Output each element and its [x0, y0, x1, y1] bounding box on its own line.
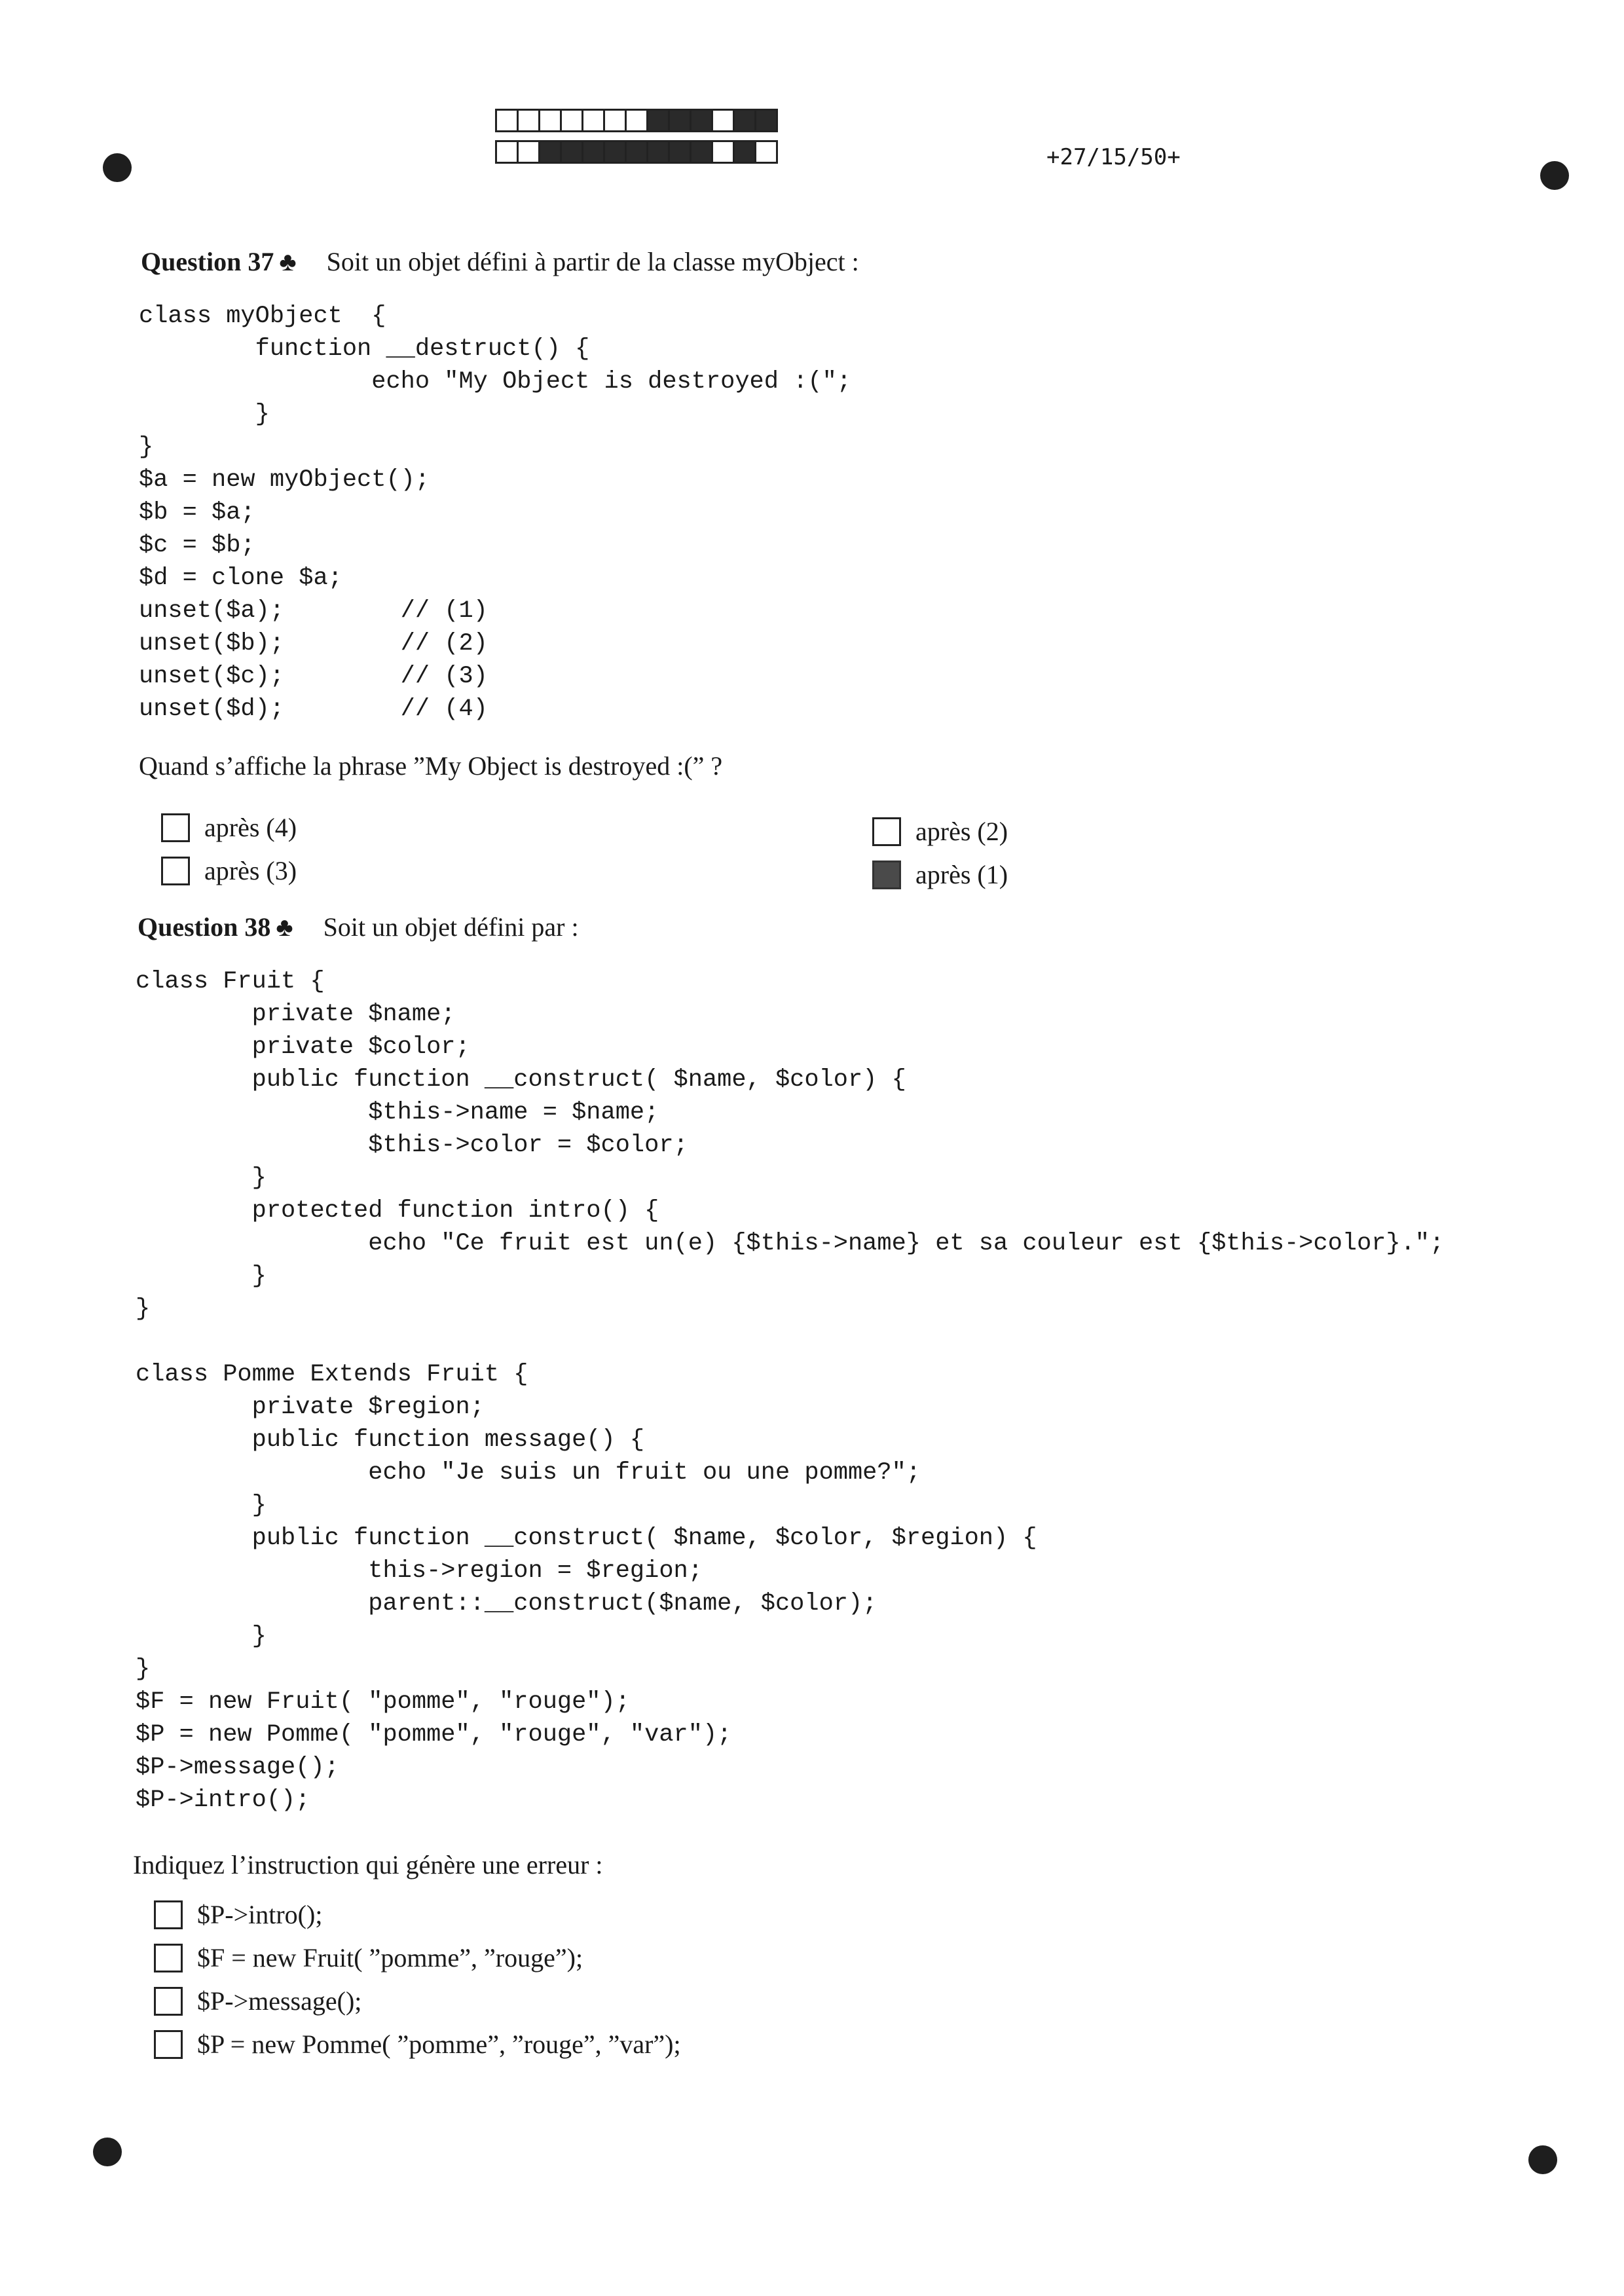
club-icon: ♣: [279, 247, 297, 276]
question-number: Question 37: [141, 247, 274, 276]
question-38-prompt: Indiquez l’instruction qui génère une erreur :: [133, 1850, 603, 1879]
page-id: +27/15/50+: [1046, 144, 1181, 170]
checkbox-checked[interactable]: [872, 861, 901, 889]
question-number: Question 38: [138, 912, 271, 942]
checkbox[interactable]: [154, 1900, 183, 1929]
registration-mark-top-right: [1540, 161, 1569, 190]
question-37-heading: [141, 246, 859, 277]
answer-choice[interactable]: [154, 1899, 322, 1930]
checkbox[interactable]: [161, 813, 190, 842]
answer-choice[interactable]: [154, 1942, 583, 1973]
answer-choice[interactable]: [154, 2029, 681, 2060]
registration-mark-top-left: [103, 153, 132, 182]
answer-label: $P->intro();: [197, 1900, 323, 1929]
checkbox[interactable]: [154, 2030, 183, 2059]
answer-choice[interactable]: [161, 855, 297, 886]
answer-label: après (3): [204, 856, 297, 885]
checkbox[interactable]: [161, 857, 190, 885]
checkbox[interactable]: [154, 1987, 183, 2016]
answer-choice[interactable]: [872, 816, 1008, 847]
answer-label: après (2): [915, 817, 1008, 846]
answer-label: $P = new Pomme( ”pomme”, ”rouge”, ”var”);: [197, 2029, 681, 2059]
barcode-row-1: [495, 109, 776, 132]
question-statement: Soit un objet défini par :: [323, 912, 579, 942]
question-38-code: class Fruit { private $name; private $color; public function __construct( $name, $color) { $this->name = $name; $this->color = $color; } protected function intro() { echo "Ce fruit est un(e) {$this->name} et sa couleur est {$this->color}."; } } class Pomme Extends Fruit { private $region; public function message() { echo "Je suis un fruit ou une pomme?"; } public function __construct( $name, $color, $region) { this->region = $region; parent::__construct($name, $color); } } $F = new Fruit( "pomme", "rouge"); $P = new Pomme( "pomme", "rouge", "var"); $P->message(); $P->intro();: [136, 968, 1445, 1814]
answer-choice[interactable]: [872, 859, 1008, 890]
answer-label: $P->message();: [197, 1986, 362, 2016]
club-icon: ♣: [276, 912, 293, 942]
answer-choice[interactable]: [161, 812, 297, 843]
answer-label: après (1): [915, 860, 1008, 889]
answer-label: après (4): [204, 813, 297, 842]
barcode-row-2: [495, 140, 776, 164]
checkbox[interactable]: [154, 1944, 183, 1972]
question-37-prompt: Quand s’affiche la phrase ”My Object is destroyed :(” ?: [139, 751, 723, 781]
question-38-heading: [138, 912, 579, 942]
answer-label: $F = new Fruit( ”pomme”, ”rouge”);: [197, 1943, 583, 1972]
registration-mark-bottom-left: [93, 2138, 122, 2166]
answer-choice[interactable]: [154, 1986, 361, 2016]
question-37-code: class myObject { function __destruct() { echo "My Object is destroyed :("; } } $a = new myObject(); $b = $a; $c = $b; $d = clone $a; unset($a); // (1) unset($b); // (2) unset($c); // (3) unset($d); // (4): [139, 303, 851, 723]
question-statement: Soit un objet défini à partir de la classe myObject :: [326, 247, 859, 276]
checkbox[interactable]: [872, 817, 901, 846]
registration-mark-bottom-right: [1528, 2145, 1557, 2174]
